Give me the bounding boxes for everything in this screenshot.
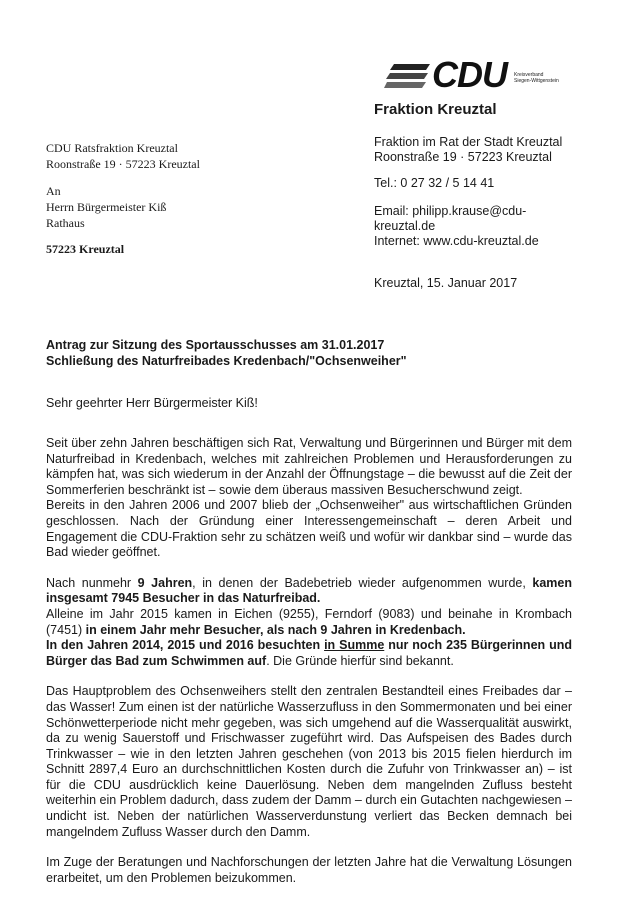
letter-date: Kreuztal, 15. Januar 2017 [374, 276, 518, 290]
sender-address: CDU Ratsfraktion Kreuztal Roonstraße 19 · 57223 Kreuztal [46, 141, 200, 171]
website: Internet: www.cdu-kreuztal.de [374, 234, 539, 248]
fraktion-title: Fraktion Kreuztal [374, 101, 497, 118]
greeting: Sehr geehrter Herr Bürgermeister Kiß! [46, 396, 258, 410]
telephone: Tel.: 0 27 32 / 5 14 41 [374, 176, 495, 190]
paragraph: Im Zuge der Beratungen und Nachforschungen der letzten Jahre hat die Verwaltung Lösungen erarbeitet, um den Problemen beizukommen. [46, 855, 572, 885]
paragraph: Seit über zehn Jahren beschäftigen sich Rat, Verwaltung und Bürgerinnen und Bürger mit dem Naturfreibad in Kredenbach, welches mit zahlreichen Problemen und Herausforderungen zu kämpfen hat, was sich wiederum in der Anzahl der Öffnungstage – die bewusst auf die Zeit der Sommerferien beschränkt ist – sowie dem überaus massiven Besucherschwund zeigt. [46, 436, 572, 497]
recipient-address: An Herrn Bürgermeister Kiß Rathaus 57223 Kreuztal [46, 184, 167, 256]
logo-stripes-icon [384, 62, 432, 92]
contact-block: Fraktion im Rat der Stadt Kreuztal Roonstraße 19 · 57223 Kreuztal Tel.: 0 27 32 / 5 14 41 Email: philipp.krause@cdu- kreuztal.de Internet: www.cdu-kreuztal.de [374, 135, 563, 248]
paragraph: In den Jahren 2014, 2015 und 2016 besuchten in Summe nur noch 235 Bürgerinnen und Bürger das Bad zum Schwimmen auf. Die Gründe hierfür sind bekannt. [46, 638, 572, 668]
recipient-city: 57223 Kreuztal [46, 242, 125, 256]
subject: Antrag zur Sitzung des Sportausschusses am 31.01.2017 Schließung des Naturfreibades Kredenbach/"Ochsenweiher" [46, 338, 407, 368]
paragraph: Bereits in den Jahren 2006 und 2007 blieb der „Ochsenweiher" aus wirtschaftlichen Gründen geschlossen. Nach der Gründung einer Interessengemeinschaft – deren Arbeit und Engagement die CDU-Fraktion sehr zu schätzen weiß und wofür wir dankbar sind – wurde das Bad wieder geöffnet. [46, 498, 572, 560]
email: Email: philipp.krause@cdu- [374, 204, 527, 218]
paragraph: Das Hauptproblem des Ochsenweihers stellt den zentralen Bestandteil eines Freibades dar – das Wasser! Zum einen ist der natürliche Wasserzufluss in den Sommermonaten und bei einer Schönwetterperiode nicht mehr gegeben, was sich umgehend auf die Wasserqualität auswirkt, da zu wenig Sauerstoff und Frischwasser zugeführt wird. Das Aufspeisen des Bades durch Trinkwasser – wie in den letzten Jahren geschehen (von 2013 bis 2015 fielen hierdurch im Schnitt 2897,4 Euro an durchschnittlichen Kosten durch die Zufuhr von Trinkwasser an) – ist für die CDU ausdrücklich keine Dauerlösung. Neben dem mangelnden Zufluss besteht weiterhin ein Problem dadurch, dass zudem der Damm – durch ein Gutachten nachgewiesen – undicht ist. Neben der natürlichen Wasserverdunstung verliert das Becken demnach bei mangelndem Zufluss Wasser durch den Damm. [46, 684, 572, 839]
logo-subtitle: Kreisverband Siegen-Wittgenstein [514, 72, 559, 84]
paragraph: Alleine im Jahr 2015 kamen in Eichen (9255), Ferndorf (9083) und beinahe in Krombach (7451) in einem Jahr mehr Besucher, als nach 9 Jahren in Kredenbach. [46, 606, 572, 637]
logo-wordmark: CDU [432, 54, 507, 95]
paragraph: Nach nunmehr 9 Jahren, in denen der Badebetrieb wieder aufgenommen wurde, kamen insgesamt 7945 Besucher in das Naturfreibad. [46, 575, 572, 606]
cdu-logo [384, 54, 564, 98]
letter-body [46, 436, 572, 886]
